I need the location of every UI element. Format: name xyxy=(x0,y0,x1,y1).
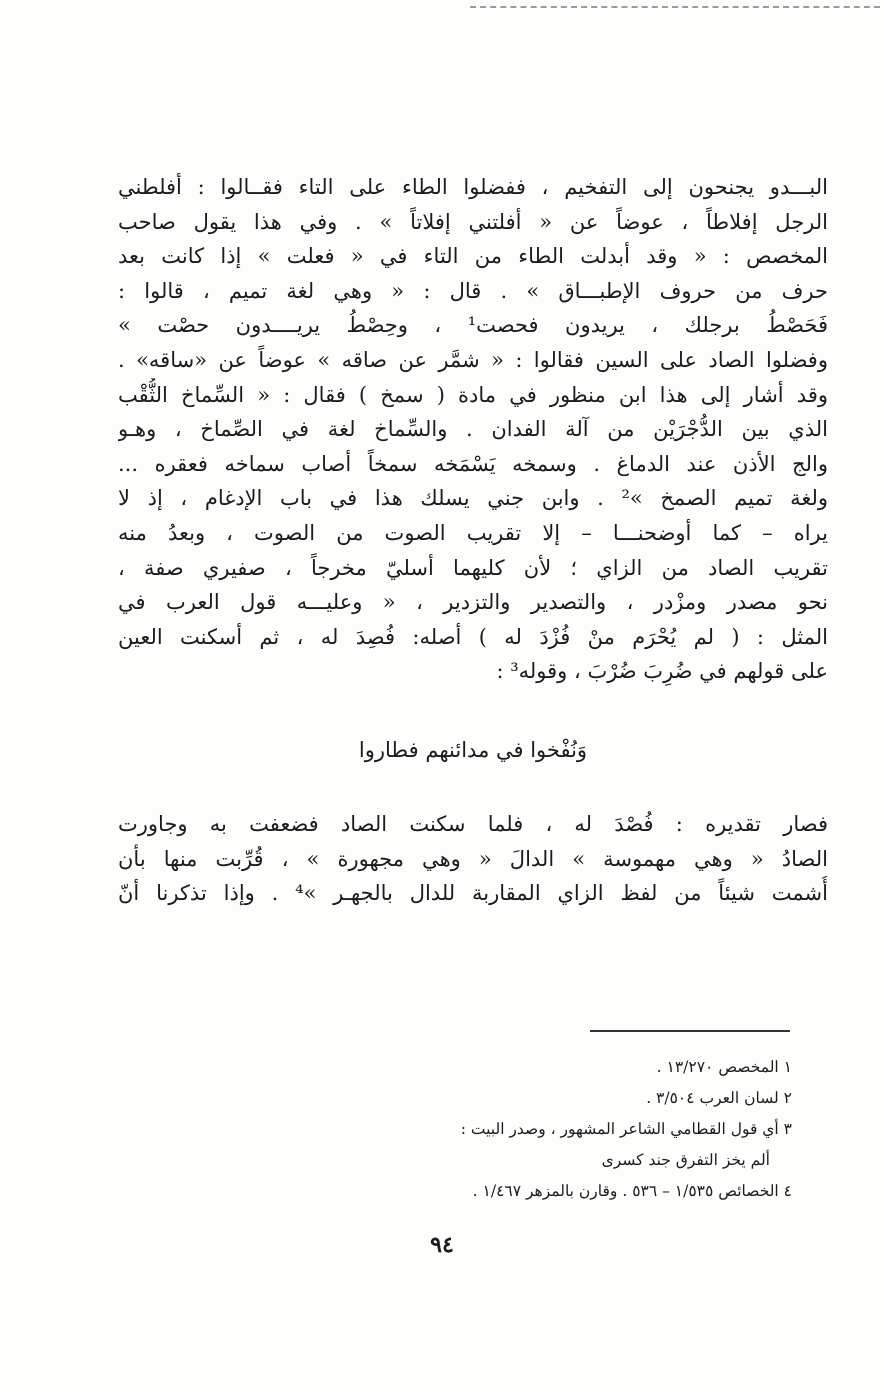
text-line: الصادُ « وهي مهموسة » الدالَ « وهي مجهورة » ، قُرِّبت منها بأن xyxy=(118,846,828,871)
text-line: على قولهم في ضُرِبَ ضُرْبَ ، وقوله³ : xyxy=(496,659,828,684)
text-line: ولغة تميم الصمخ »² . وابن جني يسلك هذا في باب الإدغام ، إذ لا xyxy=(118,486,828,511)
text-line: أُشمت شيئاً من لفظ الزاي المقاربة للدال بالجهـر »⁴ . وإذا تذكرنا أنّ xyxy=(118,881,828,906)
text-line: تقريب الصاد من الزاي ؛ لأن كليهما أسليّ مخرجاً ، صفيري صفة ، xyxy=(118,555,828,580)
text-line: المثل : ( لم يُحْرَم منْ فُزْدَ له ) أصله: فُصِدَ له ، ثم أسكنت العين xyxy=(118,624,828,649)
text-line: نحو مصدر ومزْدر ، والتصدير والتزدير ، « وعليـــه قول العرب في xyxy=(118,590,828,615)
footnote-3-verse: ألم يخز التفرق جند كسرى xyxy=(601,1151,770,1169)
page-body xyxy=(118,170,828,911)
text-line: الذي بين الدُّجْرَيْن من آلة الفدان . والسِّماخ لغة في الصِّماخ ، وهـو xyxy=(118,417,828,442)
footnote-2: ٢ لسان العرب ٣/٥٠٤ . xyxy=(646,1089,792,1107)
text-line: وقد أشار إلى هذا ابن منظور في مادة ( سمخ ) فقال : « السِّماخ الثُّقْب xyxy=(118,382,828,407)
text-line: المخصص : « وقد أبدلت الطاء من التاء في « فعلت » إذا كانت بعد xyxy=(118,244,828,269)
text-line: حرف من حروف الإطبـــاق » . قال : « وهي لغة تميم ، قالوا : xyxy=(118,278,828,303)
footnotes xyxy=(272,1052,792,1207)
footnote-3: ٣ أي قول القطامي الشاعر المشهور ، وصدر البيت : xyxy=(460,1120,792,1138)
text-line: وفضلوا الصاد على السين فقالوا : « شمَّر عن صاقه » عوضاً عن «ساقه» . xyxy=(118,347,828,372)
text-line: البـــدو يجنحون إلى التفخيم ، ففضلوا الطاء على التاء فقــالوا : أفلطني xyxy=(118,175,828,199)
paragraph-1 xyxy=(118,170,828,689)
footnote-4: ٤ الخصائص ١/٥٣٥ – ٥٣٦ . وقارن بالمزهر ١/٤٦٧ . xyxy=(472,1182,792,1200)
text-line: والج الأذن عند الدماغ . وسمخه يَسْمَخه سمخاً أصاب سماخه فعقره ... xyxy=(118,451,828,476)
footnote-1: ١ المخصص ١٣/٢٧٠ . xyxy=(656,1058,792,1076)
verse-line: وَنُفْخوا في مدائنهم فطاروا xyxy=(358,737,588,762)
text-line: الرجل إفلاطاً ، عوضاً عن « أفلتني إفلاتاً » . وفي هذا يقول صاحب xyxy=(118,209,828,234)
text-line: فصار تقديره : فُصْدَ له ، فلما سكنت الصاد فضعفت به وجاورت xyxy=(118,811,828,836)
page-number: ٩٤ xyxy=(430,1232,454,1258)
top-dashed-rule xyxy=(470,6,880,8)
text-line: يراه – كما أوضحنـــا – إلا تقريب الصوت من الصوت ، وبعدُ منه xyxy=(118,520,828,545)
footnote-separator xyxy=(590,1030,790,1032)
text-line: فَحَصْطُ برجلك ، يريدون فحصت¹ ، وحِصْطُ يريــــدون حصْت » xyxy=(118,313,828,338)
paragraph-2 xyxy=(118,807,828,911)
